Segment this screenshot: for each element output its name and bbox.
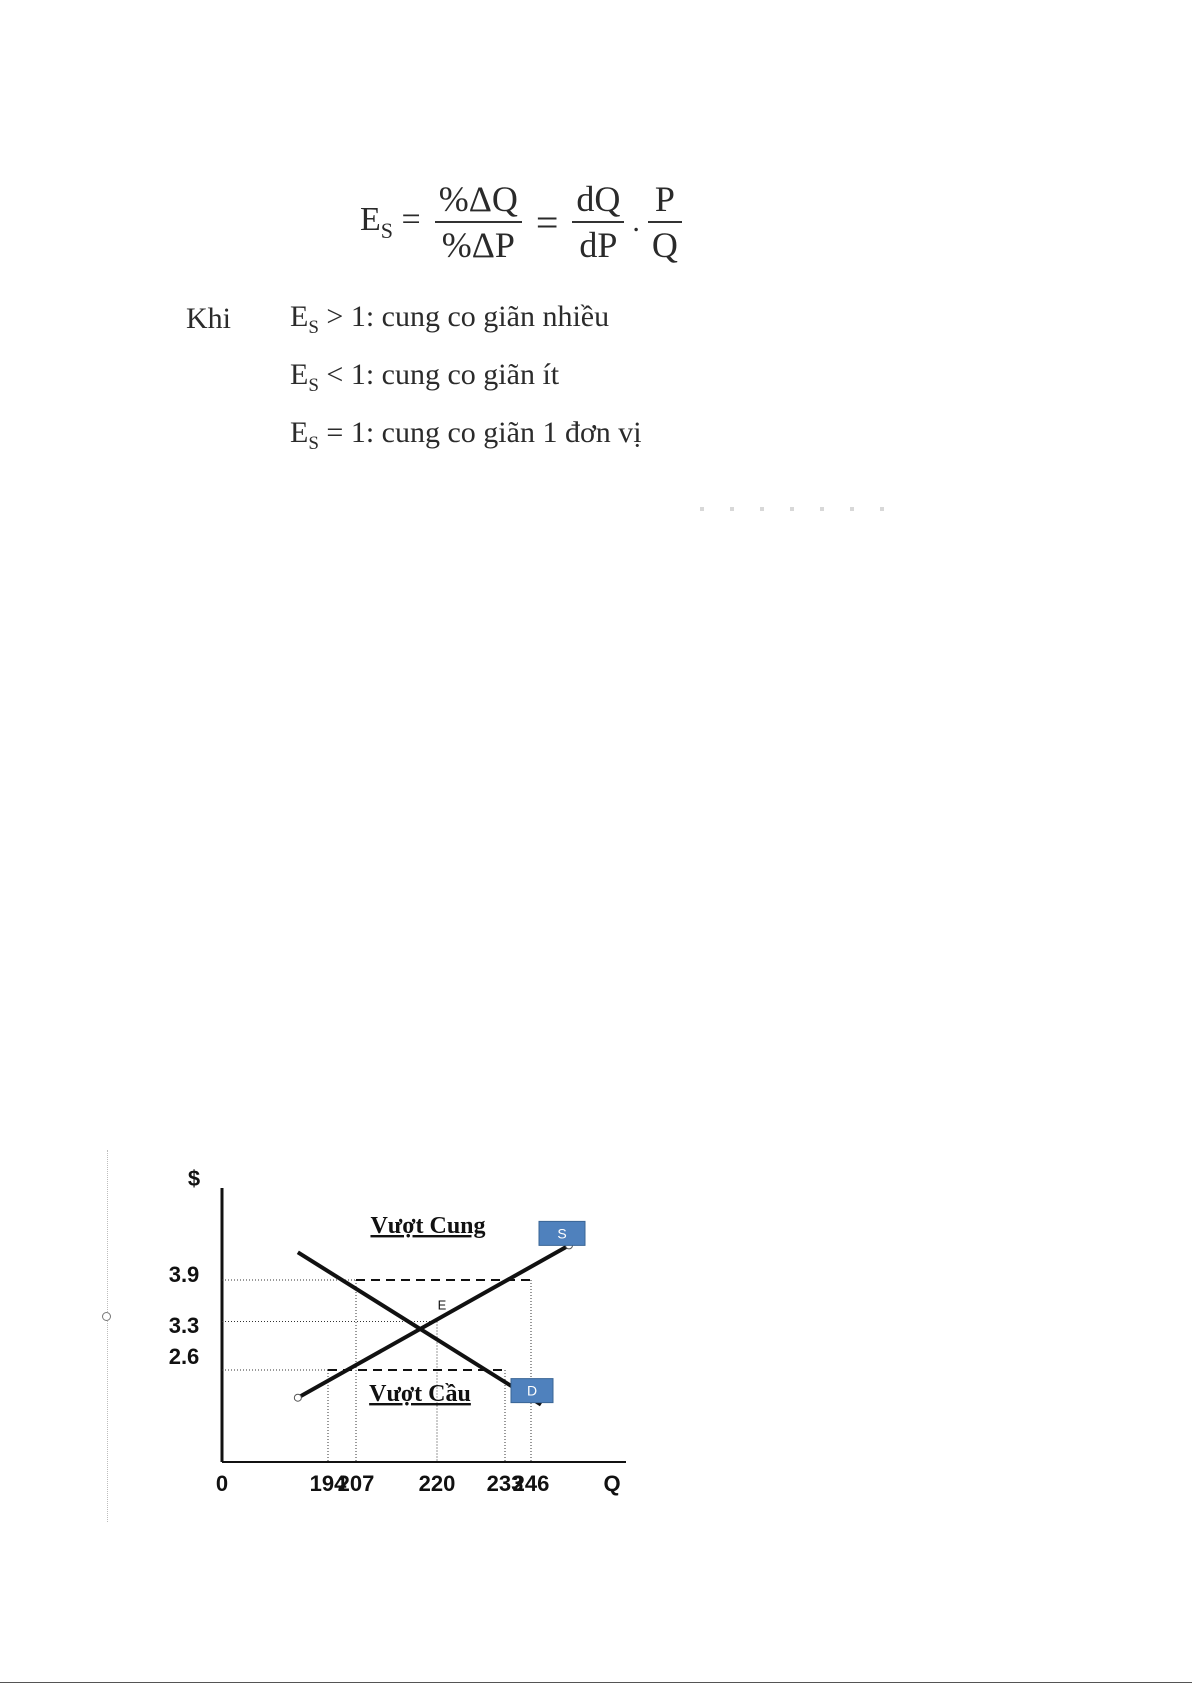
demand-label: D <box>526 1382 538 1399</box>
rule-text: $E_S < 1$: cung co giãn ít <box>290 357 560 396</box>
fraction-numerator: %ΔQ <box>438 179 518 219</box>
equilibrium-label: E <box>437 1297 447 1313</box>
formula-lhs: $E_S$ = <box>360 200 421 243</box>
curve-endpoint-handle <box>294 1394 301 1401</box>
fraction-denominator: dP <box>579 225 618 265</box>
excess-demand-label: Vượt Cầu <box>369 1381 471 1407</box>
supply-label: S <box>557 1225 567 1242</box>
x-tick-label: 194 <box>309 1471 347 1496</box>
s-curve <box>298 1245 569 1397</box>
y-tick-label: 3.3 <box>168 1313 200 1338</box>
y-tick-label: 2.6 <box>168 1344 200 1369</box>
x-axis-label: Q <box>603 1471 621 1496</box>
x-tick-label: 233 <box>486 1471 524 1496</box>
x-tick-label: 246 <box>512 1471 550 1496</box>
rule-text: $E_S = 1$: cung co giãn 1 đơn vị <box>290 415 642 454</box>
x-tick-label: 207 <box>337 1471 375 1496</box>
origin-label: 0 <box>215 1471 229 1496</box>
y-tick-label: 3.9 <box>168 1262 200 1287</box>
fraction-denominator: Q <box>651 225 678 265</box>
page-bottom-line <box>0 1682 1192 1683</box>
fraction-denominator: %ΔP <box>441 225 515 265</box>
fraction-numerator: dQ <box>576 179 621 219</box>
y-axis-label: $ <box>187 1166 201 1191</box>
multiply-dot: . <box>632 205 640 238</box>
equals-sign: = <box>535 199 559 245</box>
rule-text: $E_S > 1$: cung co giãn nhiều <box>290 299 610 338</box>
excess-supply-label: Vượt Cung <box>370 1213 486 1239</box>
rule-lead-word: Khi <box>186 302 231 335</box>
fraction-numerator: P <box>654 179 675 219</box>
x-tick-label: 220 <box>418 1471 456 1496</box>
